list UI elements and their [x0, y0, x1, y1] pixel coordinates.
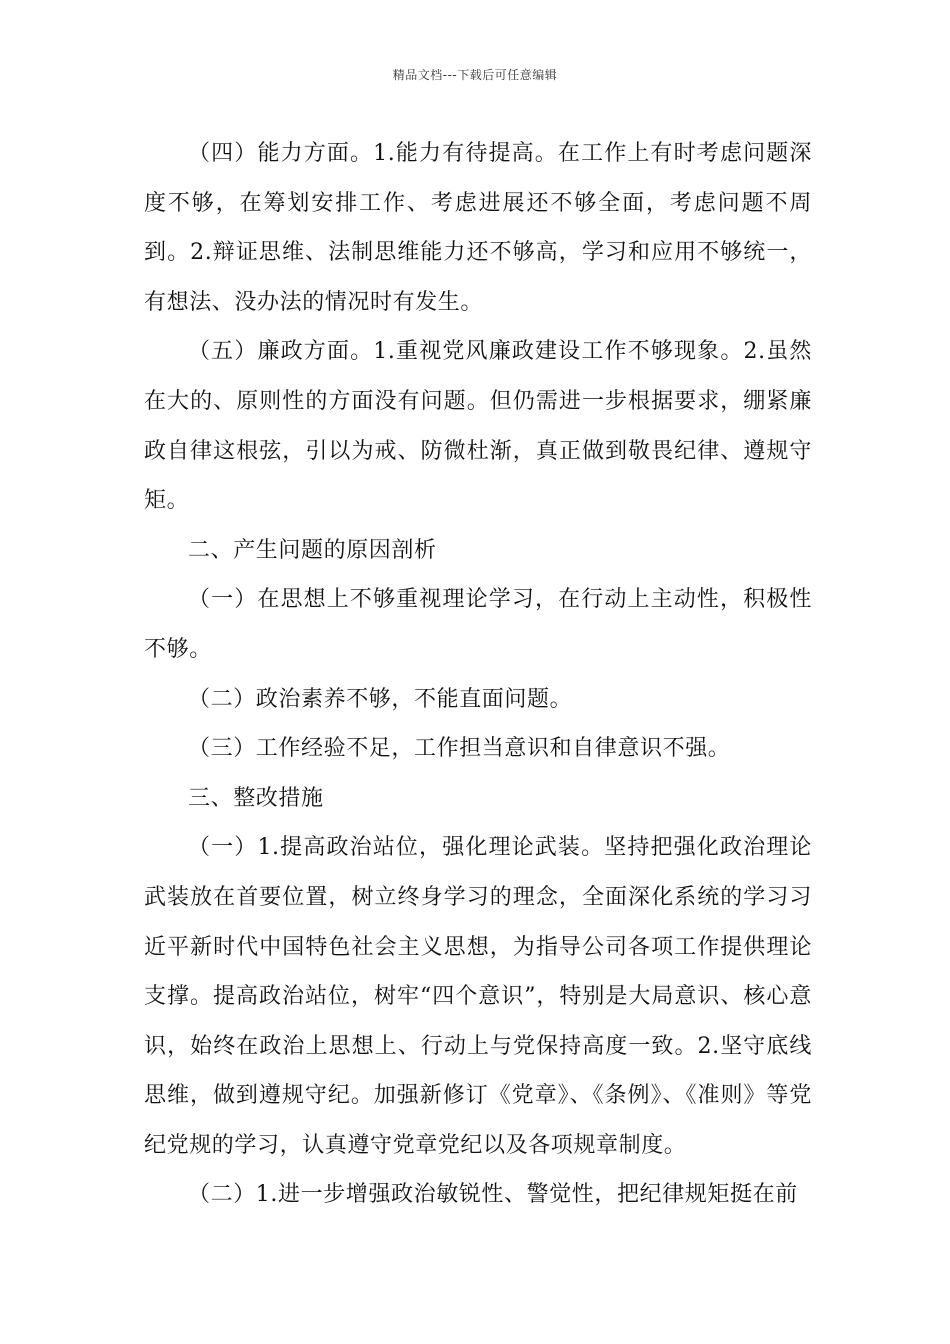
document-body	[144, 129, 812, 1220]
paragraph-cause-3: （三）工作经验不足，工作担当意识和自律意识不强。	[188, 736, 731, 762]
section-heading-measures: 三、整改措施	[188, 785, 324, 811]
paragraph-ability: （四）能力方面。1.能力有待提高。在工作上有时考虑问题深度不够，在筹划安排工作、考虑进展还不够全面，考虑问题不周到。2.辩证思维、法制思维能力还不够高，学习和应用不够统一，有想法、没办法的情况时有发生。	[144, 141, 812, 315]
section-heading-causes: 二、产生问题的原因剖析	[188, 537, 437, 563]
paragraph-measure-2: （二）1.进一步增强政治敏锐性、警觉性，把纪律规矩挺在前	[188, 1182, 798, 1208]
paragraph-cause-1: （一）在思想上不够重视理论学习，在行动上主动性，积极性不够。	[144, 587, 812, 662]
page-header: 精品文档---下载后可任意编辑	[392, 68, 558, 82]
paragraph-measure-1: （一）1.提高政治站位，强化理论武装。坚持把强化政治理论武装放在首要位置，树立终身学习的理念，全面深化系统的学习习近平新时代中国特色社会主义思想，为指导公司各项工作提供理论支撑。提高政治站位，树牢“四个意识”，特别是大局意识、核心意识，始终在政治上思想上、行动上与党保持高度一致。2.坚守底线思维，做到遵规守纪。加强新修订《党章》、《条例》、《准则》等党纪党规的学习，认真遵守党章党纪以及各项规章制度。	[144, 835, 812, 1158]
paragraph-cause-2: （二）政治素养不够，不能直面问题。	[188, 686, 573, 712]
paragraph-integrity: （五）廉政方面。1.重视党风廉政建设工作不够现象。2.虽然在大的、原则性的方面没有问题。但仍需进一步根据要求，绷紧廉政自律这根弦，引以为戒、防微杜渐，真正做到敬畏纪律、遵规守矩。	[144, 339, 812, 514]
